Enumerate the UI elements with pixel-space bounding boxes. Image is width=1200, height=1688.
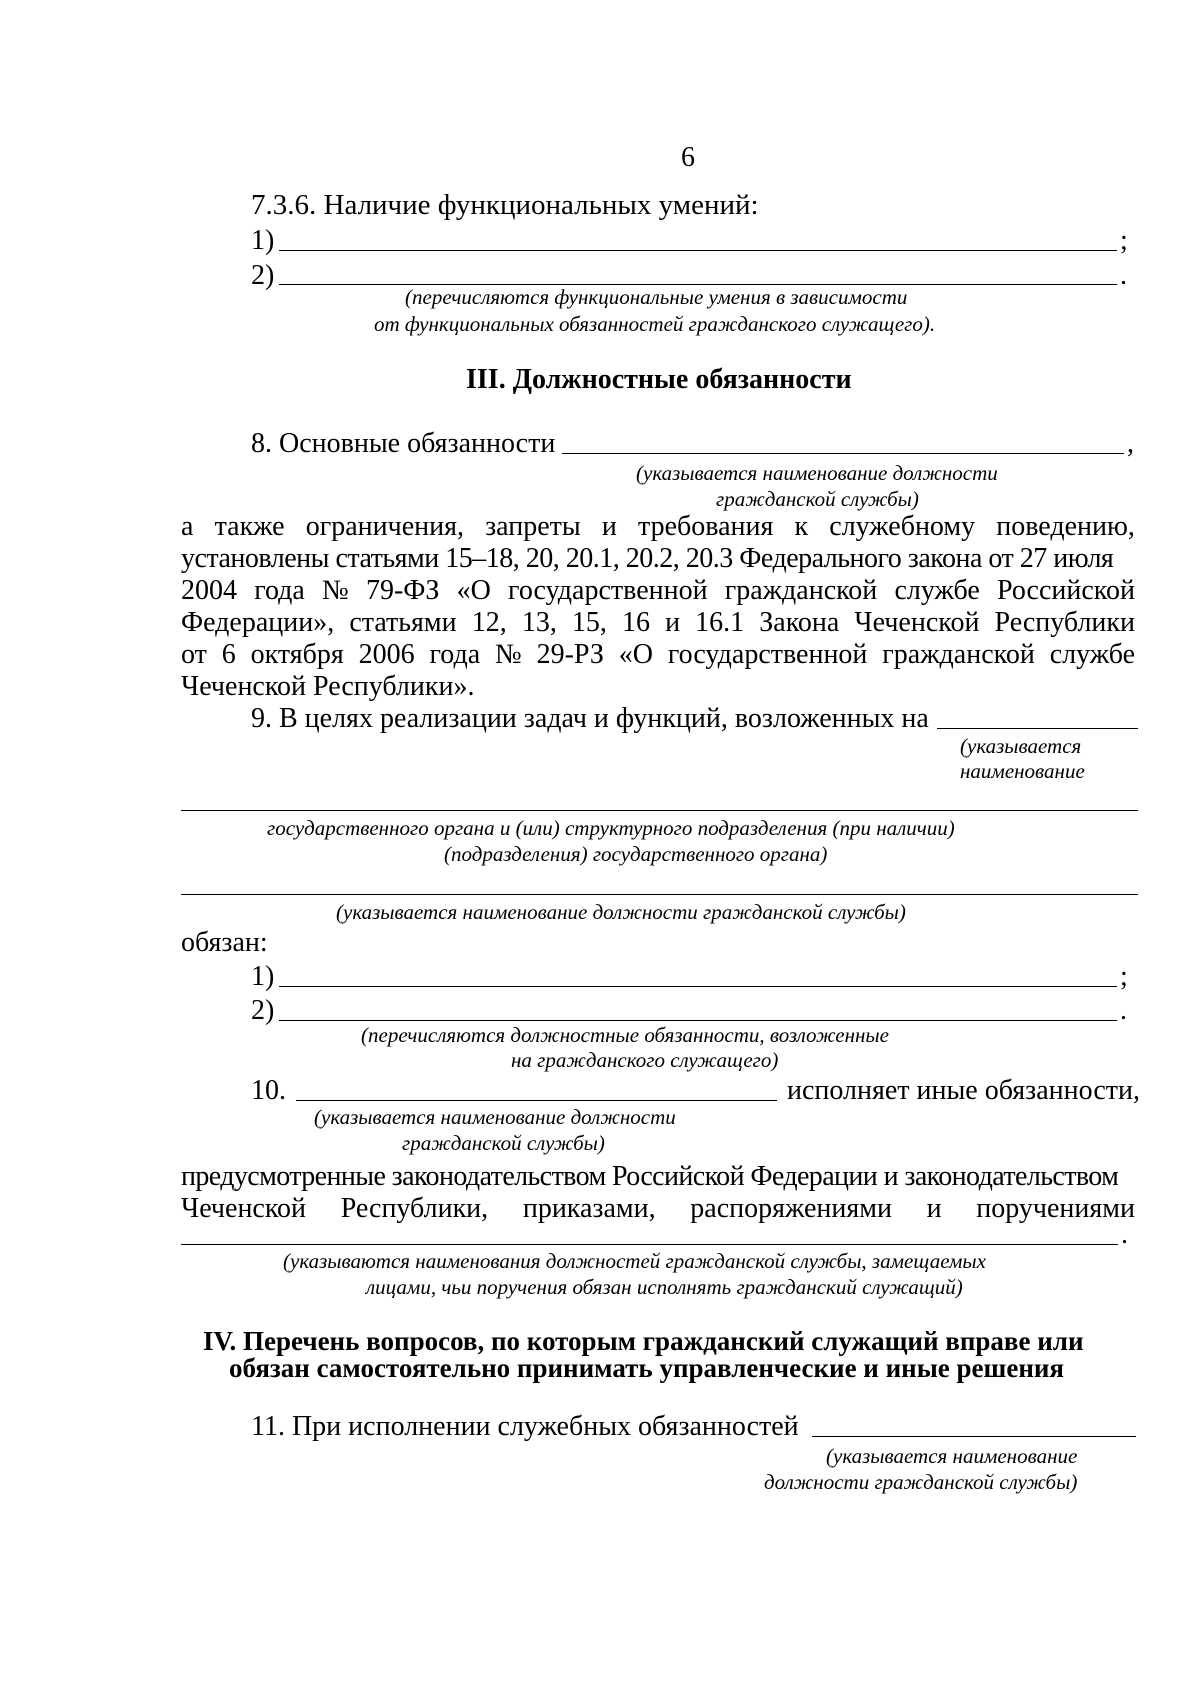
p9-hint-a-line-2: наименование xyxy=(960,759,1085,783)
page-number: 6 xyxy=(681,142,695,173)
p8-comma: , xyxy=(1127,428,1134,459)
p10-hint-line-4: лицами, чьи поручения обязан исполнять гражданский служащий) xyxy=(366,1275,963,1299)
p8-hint-line-2: гражданской службы) xyxy=(716,487,919,511)
duty-item-1-number: 1) xyxy=(251,961,275,992)
p10-text-line-3: Чеченской Республики, приказами, распоряжениями и поручениями xyxy=(181,1193,1135,1224)
skill-item-1-blank[interactable] xyxy=(279,250,1117,251)
p9-hint-d-line-1: (перечисляются должностные обязанности, возложенные xyxy=(361,1023,889,1047)
p9-hint-c: (указывается наименование должности гражданской службы) xyxy=(336,900,906,924)
section-4-heading-line-1: IV. Перечень вопросов, по которым гражданский служащий вправе или xyxy=(203,1326,1084,1356)
duty-item-2-end: . xyxy=(1120,995,1127,1026)
skill-item-1-end: ; xyxy=(1120,225,1128,256)
p9-organ-blank[interactable] xyxy=(937,728,1138,729)
p10-hint-line-1: (указывается наименование должности xyxy=(314,1105,676,1129)
p8-hint-line-1: (указывается наименование должности xyxy=(636,461,998,485)
p8-label: 8. Основные обязанности xyxy=(251,428,556,459)
section-3-heading: III. Должностные обязанности xyxy=(466,364,852,395)
skills-hint-line-2: от функциональных обязанностей гражданского служащего). xyxy=(374,312,936,336)
p11-hint-line-2: должности гражданской службы) xyxy=(764,1470,1078,1494)
duty-item-2-blank[interactable] xyxy=(279,1020,1117,1021)
p11-position-blank[interactable] xyxy=(812,1436,1136,1437)
duty-item-2-number: 2) xyxy=(251,995,275,1026)
skill-item-2-number: 2) xyxy=(251,260,275,291)
p10-label: 10. xyxy=(251,1075,286,1106)
skill-item-2-end: . xyxy=(1120,260,1127,291)
p11-hint-line-1: (указывается наименование xyxy=(826,1444,1078,1468)
p9-hint-b-line-2: (подразделения) государственного органа) xyxy=(444,842,828,866)
p10-hint-line-3: (указываются наименования должностей гражданской службы, замещаемых xyxy=(283,1249,986,1273)
p9-hint-b-line-1: государственного органа и (или) структурного подразделения (при наличии) xyxy=(267,816,955,840)
p8-text-line-2: установлены статьями 15–18, 20, 20.1, 20.2, 20.3 Федерального закона от 27 июля xyxy=(181,543,1114,574)
p8-text-line-4: Федерации», статьями 12, 13, 15, 16 и 16.1 Закона Чеченской Республики xyxy=(181,607,1135,638)
p9-hint-a-line-1: (указывается xyxy=(960,734,1082,758)
duty-item-1-blank[interactable] xyxy=(279,986,1117,987)
section-4-heading-line-2: обязан самостоятельно принимать управленческие и иные решения xyxy=(229,1353,1065,1383)
p11-label: 11. При исполнении служебных обязанностей xyxy=(251,1411,799,1442)
p9-obliged: обязан: xyxy=(181,927,268,958)
p10-after-text: исполняет иные обязанности, xyxy=(787,1075,1140,1106)
p8-position-blank[interactable] xyxy=(562,453,1124,454)
p8-text-line-1: а также ограничения, запреты и требования к служебному поведению, xyxy=(181,511,1135,542)
duty-item-1-end: ; xyxy=(1120,961,1128,992)
skills-hint-line-1: (перечисляются функциональные умения в зависимости xyxy=(405,285,908,309)
p10-position-blank[interactable] xyxy=(296,1100,777,1101)
p10-period: . xyxy=(1121,1219,1128,1250)
p9-label: 9. В целях реализации задач и функций, возложенных на xyxy=(251,703,929,734)
p8-text-line-5: от 6 октября 2006 года № 29-РЗ «О государственной гражданской службе xyxy=(181,639,1135,670)
p8-text-line-3: 2004 года № 79-ФЗ «О государственной гражданской службе Российской xyxy=(181,575,1135,606)
p8-text-line-6: Чеченской Республики». xyxy=(181,671,475,702)
p9-position-blank[interactable] xyxy=(181,894,1138,895)
p10-instructions-blank[interactable] xyxy=(181,1244,1118,1245)
p10-hint-line-2: гражданской службы) xyxy=(402,1131,605,1155)
p10-text-line-2: предусмотренные законодательством Российской Федерации и законодательством xyxy=(181,1161,1119,1192)
p9-hint-d-line-2: на гражданского служащего) xyxy=(511,1048,779,1072)
p9-organ-blank-2[interactable] xyxy=(181,810,1138,811)
skill-item-1-number: 1) xyxy=(251,225,275,256)
section-7-3-6-title: 7.3.6. Наличие функциональных умений: xyxy=(251,189,759,221)
